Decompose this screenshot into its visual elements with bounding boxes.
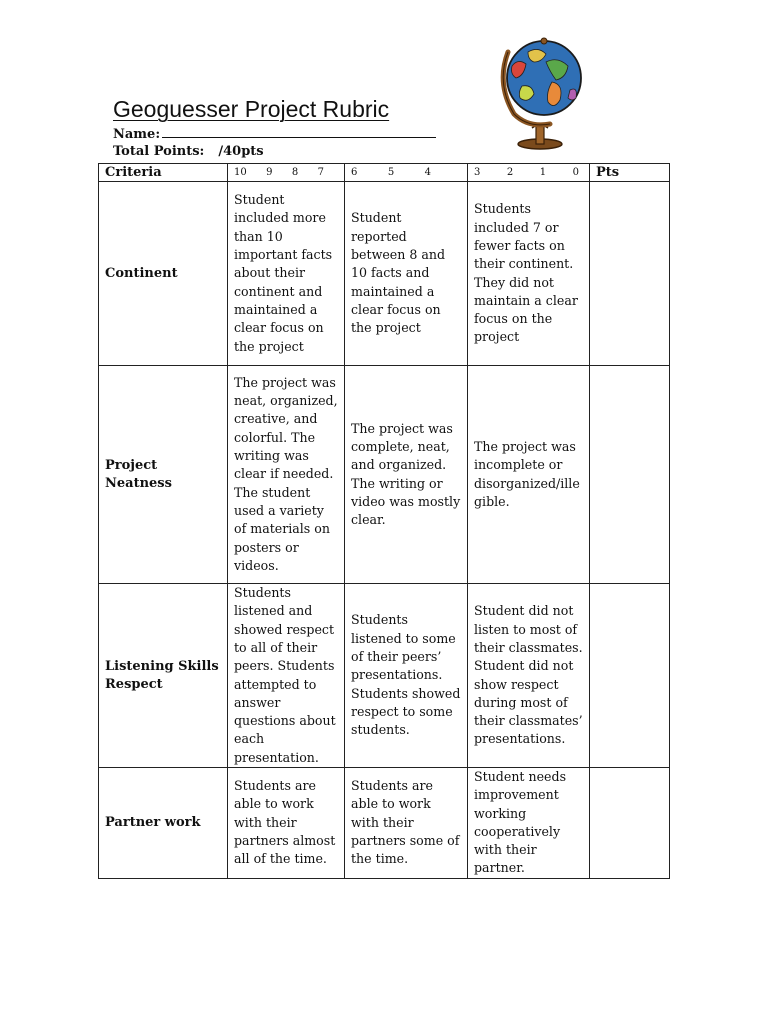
pts-cell bbox=[590, 366, 670, 584]
table-row bbox=[99, 182, 670, 366]
scale-number: 8 bbox=[291, 166, 299, 178]
scale-number: 6 bbox=[351, 166, 358, 178]
total-points-field bbox=[113, 143, 264, 161]
name-blank-line bbox=[162, 124, 436, 138]
scale-number: 3 bbox=[474, 166, 481, 178]
description-cell-high: The project was neat, organized, creative, and colorful. The writing was clear if needed. The student used a variety of materials on posters or videos. bbox=[228, 366, 345, 584]
pts-cell bbox=[590, 584, 670, 768]
scale-number: 7 bbox=[317, 166, 324, 178]
pts-cell bbox=[590, 768, 670, 879]
table-header-row bbox=[99, 164, 670, 182]
name-label: Name: bbox=[113, 127, 161, 142]
description-cell-low: Student did not listen to most of their classmates. Student did not show respect during most of their classmates’ presentations. bbox=[468, 584, 590, 768]
pts-cell bbox=[590, 182, 670, 366]
header-pts: Pts bbox=[590, 164, 670, 182]
scale-number: 0 bbox=[572, 166, 579, 178]
description-cell-mid: Student reported between 8 and 10 facts and maintained a clear focus on the project bbox=[345, 182, 468, 366]
scale-number: 1 bbox=[539, 166, 547, 178]
description-cell-high: Student included more than 10 important facts about their continent and maintained a clear focus on the project bbox=[228, 182, 345, 366]
criteria-cell: Partner work bbox=[99, 768, 228, 879]
scale-number: 5 bbox=[387, 166, 395, 178]
globe-icon bbox=[494, 32, 586, 152]
header-scale-mid bbox=[345, 164, 468, 182]
description-cell-high: Students listened and showed respect to all of their peers. Students attempted to answer questions about each presentation. bbox=[228, 584, 345, 768]
description-cell-low: Students included 7 or fewer facts on their continent. They did not maintain a clear focus on the project bbox=[468, 182, 590, 366]
scale-number: 9 bbox=[266, 166, 273, 178]
table-row bbox=[99, 366, 670, 584]
description-cell-mid: Students listened to some of their peers’ presentations. Students showed respect to some students. bbox=[345, 584, 468, 768]
description-cell-low: The project was incomplete or disorganized/illegible. bbox=[468, 366, 590, 584]
scale-number: 4 bbox=[424, 166, 431, 178]
name-field bbox=[113, 124, 436, 144]
criteria-cell: Project Neatness bbox=[99, 366, 228, 584]
scale-number: 10 bbox=[234, 166, 247, 178]
criteria-cell: Continent bbox=[99, 182, 228, 366]
scale-number: 2 bbox=[506, 166, 514, 178]
header-scale-high bbox=[228, 164, 345, 182]
description-cell-low: Student needs improvement working cooperatively with their partner. bbox=[468, 768, 590, 879]
rubric-table bbox=[98, 163, 670, 879]
header-criteria: Criteria bbox=[99, 164, 228, 182]
table-row bbox=[99, 584, 670, 768]
header-scale-low bbox=[468, 164, 590, 182]
table-row bbox=[99, 768, 670, 879]
description-cell-mid: The project was complete, neat, and organized. The writing or video was mostly clear. bbox=[345, 366, 468, 584]
description-cell-mid: Students are able to work with their partners some of the time. bbox=[345, 768, 468, 879]
total-points-label: Total Points: bbox=[113, 144, 205, 159]
description-cell-high: Students are able to work with their partners almost all of the time. bbox=[228, 768, 345, 879]
criteria-cell: Listening Skills Respect bbox=[99, 584, 228, 768]
total-points-value: /40pts bbox=[218, 144, 264, 159]
page-title: Geoguesser Project Rubric bbox=[113, 96, 390, 122]
